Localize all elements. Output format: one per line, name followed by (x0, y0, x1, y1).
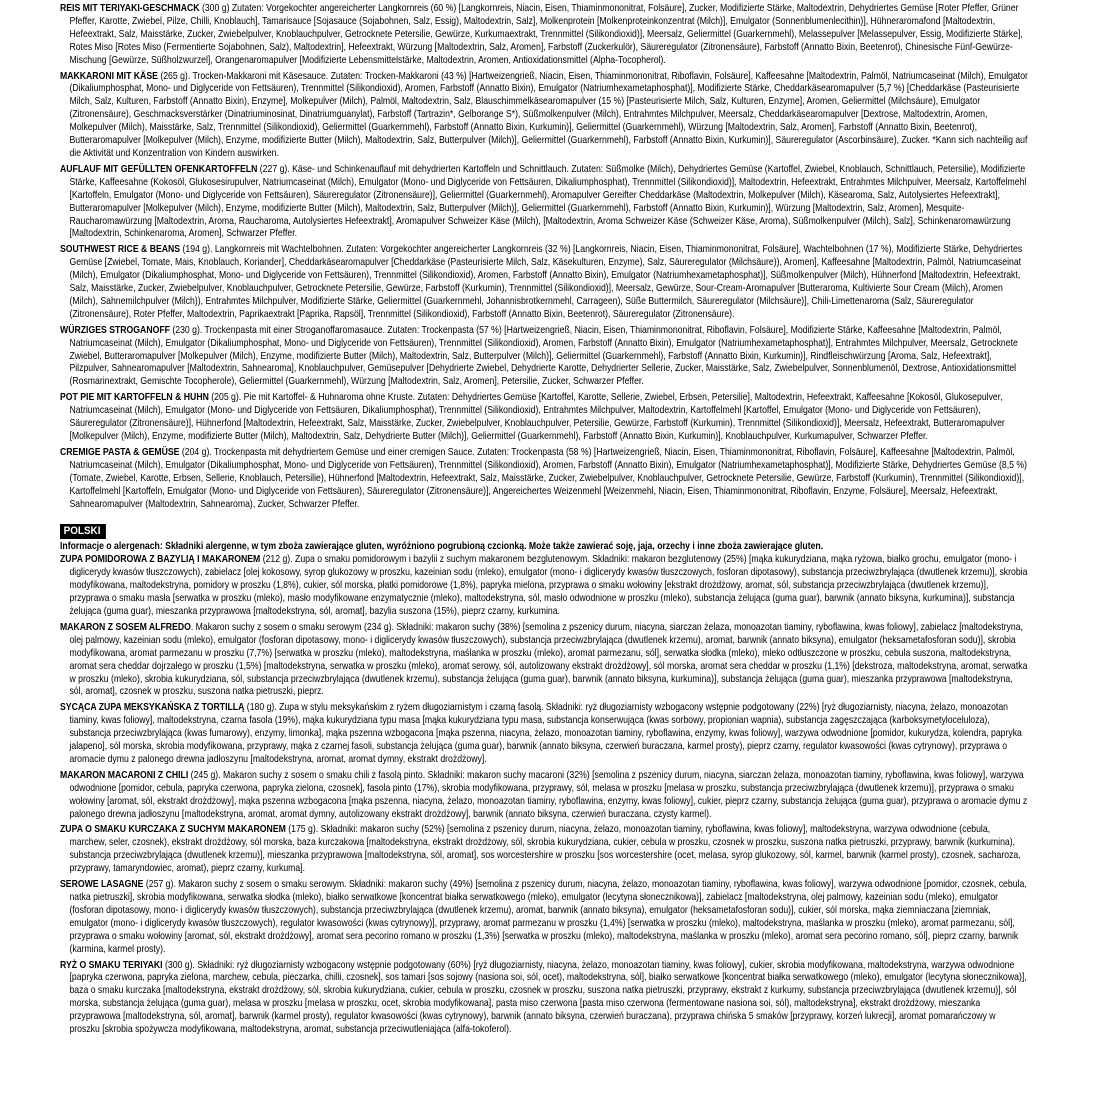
ingredient-text: (257 g). Makaron suchy z sosem o smaku serowym. Składniki: makaron suchy (49%) [semolina z pszenicy durum, niacyna, żelazo, monoazotan tiaminy, ryboflawina, kwas foliowy], warzywa odwodnione [pomidor, czosnek, cebula, natka pietruszki], skrobia modyfikowana, serwatka słodka (mleko), białko serwatkowe [koncentrat białka serwatkowego (mleko), emulgator (lecytyna słonecznikowa)], zabielacz [maltodekstryna, olej palmowy, kazeinian sodu (mleko), emulgator (fosforan dipotasowy, mono- i diglicerydy kwasów tłuszczowych), substancja przeciwzbrylająca (dwutlenek krzemu), aromat, barwnik (annato biksyna), emulgator (heksametafosforan sodu)], cukier, sól morska, mąka ziemniaczana [ziemniak, emulgator (mono- i diglicerydy kwasów tłuszczowych), regulator kwasowości (kwas cytrynowy)], przyprawy, aromat parmezanu w proszku (1,4%) [serwatka w proszku (mleko), maltodekstryna, maślanka w proszku (mleko), aromat parmezanu, sól], przyprawa o smaku wołowiny [aromat, sól, ekstrakt drożdżowy], aromat sera pecorino romano w proszku (1,3%) [serwatka w proszku (mleko), maltodekstryna, maślanka w proszku (mleko), aromat sera pecorino romano, sól], pieprz czarny, barwnik (karmina, karmel prosty). (69, 879, 1027, 955)
ingredient-text: (194 g). Langkornreis mit Wachtelbohnen. Zutaten: Vorgekochter angereicherter Langkornreis (32 %) [Langkornreis, Niacin, Eisen, Thiaminmononitrat, Folsäure], Wachtelbohnen (17 %), Modifizierte Stärke, Dehydriertes Gemüse [Zwiebel, Tomate, Mais, Knoblauch, Koriander], Cheddarkäsearomapulver [Cheddarkäse (Pasteurisierte Milch, Salz, Käsekulturen, Enzyme), Salz, Säureregulator (Milchsäure)), Aromen], Kaffeesahne [Maltodextrin, Palmöl, Natriumcaseinat (Milch), Emulgator (Dikaliumphosphat, Mono- und Diglyceride von Fettsäuren), Trennmittel (Silikondioxid), Aromen, Farbstoff (Annatto Bixin), Emulgator (Natriumhexametaphosphat)], Süßmolkenpulver (Milch), Hühnerfond [Maltodextrin, Hefeextrakt, Salz, Maisstärke, Zucker, Zwiebelpulver, Knoblauchpulver, Getrocknete Petersilie, Gewürze, Farbstoff (Kurkumin), Trennmittel (Silikondioxid)], Meersalz, Gewürze, Sour-Cream-Aromapulver [Butteraroma, Kultivierte Sour Cream (Milch), Aromen (Milch), Sahnemilchpulver (Milch)), Entrahmtes Milchpulver, Modifizierte Stärke, Geliermittel (Guarkernmehl, Johannisbrotkernmehl, Carrageen), Süße Buttermilch, Säureregulator (Milchsäure)], Chili-Limettenaroma (Salz, Säureregulator (Zitronensäure), Roter Pfeffer, Maltodextrin, Paprikaextrakt [Paprika, Rapsöl], Trennmittel (Silikondioxid), Farbstoff (Annatto Bixin, Beetenrot), Säureregulator (Zitronensäure). (69, 244, 1023, 320)
polish-entry (60, 960, 1038, 1037)
product-title: ZUPA O SMAKU KURCZAKA Z SUCHYM MAKARONEM (60, 824, 286, 836)
german-entry (60, 3, 1038, 68)
german-entry (60, 164, 1038, 241)
ingredient-text: (245 g). Makaron suchy z sosem o smaku chili z fasolą pinto. Składniki: makaron suchy macaroni (32%) [semolina z pszenicy durum, niacyna, siarczan żelaza, monoazotan tiaminy, ryboflawina, kwas foliowy], warzywa odwodnione [pomidor, cebula, papryka czerwona, papryka zielona, czosnek], fasola pinto (17%), skrobia modyfikowana, przyprawy, sól, melasa w proszku [melasa w proszku, substancja przeciwzbrylająca (dwutlenek krzemu)], przyprawa o smaku wołowiny [aromat, sól, ekstrakt drożdżowy], mąka pszenna wzbogacona [mąka pszenna, niacyna, żelazo, monoazotan tiaminy, ryboflawina, enzymy, kwas foliowy], cukier, pieprz czarny, substancja żelująca (guma guar), przyprawa o aromacie dymu z palonego drewna jadłoszynu [maltodekstryna, aromat, aromat dymny, autolizowany ekstrakt drożdżowy], barwnik (annato biksyna, czerwień buraczana, czysty karmel). (69, 769, 1028, 820)
polish-entry (60, 622, 1038, 699)
german-entry (60, 71, 1038, 161)
product-title: SYCĄCA ZUPA MEKSYKAŃSKA Z TORTILLĄ (60, 702, 245, 714)
allergen-notice: Informacje o alergenach: Składniki alergenne, w tym zboża zawierające gluten, wyróżniono pogrubioną czcionką. Może także zawierać soję, jaja, orzechy i inne zboża zawierające gluten. (60, 541, 824, 553)
german-entry (60, 325, 1038, 390)
ingredient-text: (265 g). Trocken-Makkaroni mit Käsesauce. Zutaten: Trocken-Makkaroni (43 %) [Hartweizengrieß, Niacin, Eisen, Thiaminmononitrat, Riboflavin, Folsäure], Kaffeesahne [Maltodextrin, Palmöl, Natriumcaseinat (Milch), Emulgator (Dikaliumphosphat, Mono- und Diglyceride von Fettsäuren), Trennmittel (Silikondioxid), Aromen, Farbstoff (Annatto Bixin), Emulgator (Natriumhexametaphosphat)], Modifizierte Stärke, Cheddarkäsearomapulver (5,7 %) [Cheddarkäse (Pasteurisierte Milch, Salz, Kulturen, Farbstoff (Annatto Bixin), Enzyme], Molkepulver (Milch), Palmöl, Maltodextrin, Salz, Blauschimmelkäsearomapulver (15 %) [Pasteurisierte Milch, Salz, Kulturen, Enzyme], Aromen, Geliermittel (Milchsäure), Emulgator (Zitronensäure), Geschmacksverstärker (Dinatriuminosinat, Dinatriumguanylat), Farbstoff (Tartrazin*, Gelborange S*), Süßmolkenpulver (Milch), Entrahmtes Milchpulver, Meersalz, Cheddarkäsearomapulver [Dextrose, Maltodextrin, Aromen, Molkepulver (Milch), Maisstärke, Salz, Trennmittel (Silikondioxid), Geliermittel (Guarkernmehl), Farbstoff (Annatto Bixin, Kurkumin)], Geliermittel (Guarkernmehl), Würzung [Maltodextrin, Salz, Aromen], Farbstoff (Annatto Bixin, Beetenrot), Butteraromapulver [Molkepulver (Milch), Enzyme, modifizierte Butter (Milch), Maltodextrin, Salz, Butterpulver (Milch)], Geliermittel (Guarkernmehl), Farbstoff (Annatto Bixin, Kurkumin)], Säureregulator (Ascorbinsäure), Zucker. *Kann sich nachteilig auf die Aktivität und Konzentration von Kindern auswirken. (69, 70, 1028, 159)
polish-entry (60, 702, 1038, 767)
ingredient-text: (205 g). Pie mit Kartoffel- & Huhnaroma ohne Kruste. Zutaten: Dehydriertes Gemüse [Kartoffel, Karotte, Sellerie, Zwiebel, Erbsen, Petersilie], Maltodextrin, Hefeextrakt, Kaffeesahne [Kokosöl, Glukosepulver, Natriumcaseinat (Milch), Emulgator (Mono- und Diglyceride von Fettsäuren, Dikaliumphosphat), Trennmittel (Silikondioxid), Entrahmtes Milchpulver, Maltodextrin, Kartoffelmehl [Kartoffel, Emulgator (Mono- und Diglyceride von Fettsäuren), Säureregulator (Zitronensäure)], Hühnerfond [Maltodextrin, Hefeextrakt, Salz, Maisstärke, Zucker, Zwiebelpulver, Knoblauchpulver, Petersilie, Gewürze, Farbstoff (Kurkumin), Trennmittel (Silikondioxid)], Meersalz, Hefeextrakt, Butteraromapulver [Molkepulver (Milch), Enzyme, modifizierte Butter (Milch), Maltodextrin, Salz, Dehydrierte Butter (Milch)], Geliermittel (Guarkernmehl), Farbstoff (Annatto Bixin, Kurkumin)], Knoblauchpulver, Kurkumapulver, Schwarzer Pfeffer. (69, 392, 1005, 442)
product-title: MAKKARONI MIT KÄSE (60, 70, 158, 82)
german-entry (60, 244, 1038, 321)
product-title: SEROWE LASAGNE (60, 879, 144, 891)
ingredient-text: (300 g). Składniki: ryż długoziarnisty wzbogacony wstępnie podgotowany (60%) [ryż długoziarnisty, niacyna, żelazo, monoazotan tiaminy, kwas foliowy], cukier, skrobia modyfikowana, maltodekstryna, warzywa odwodnione [papryka czerwona, papryka zielona, marchew, cebula, pieczarka, chilli, czosnek], sos tamari [sos sojowy (nasiona soi, sól, ocet), maltodekstryna, sól], białko serwatkowe [koncentrat białka serwatkowego (mleko), emulgator (lecytyna słonecznikowa)], baza o smaku kurczaka [maltodekstryna, ekstrakt drożdżowy, sól, skrobia kukurydziana, cukier, cebula w proszku, czosnek w proszku, suszona natka pietruszki, przyprawy, ekstrakt z kurkumy, substancja przeciwzbrylająca (dwutlenek krzemu)], sól morska, substancja żelująca (guma guar), melasa w proszku [melasa w proszku, ocet, skrobia modyfikowana], pasta miso czerwona [pasta miso czerwona (fermentowane nasiona soi, sól), maltodekstryna], ekstrakt drożdżowy, mieszanka przyprawowa [maltodekstryna, sól, aromat], barwnik (karmel prosty), regulator kwasowości (kwas cytrynowy), barwnik (annato biksyna, czerwień buraczana), przyprawa chińska 5 smaków [przyprawy, korzeń lukrecji], aromat pomarańczowy w proszku [skrobia spożywcza modyfikowana, maltodekstryna, aromat, substancja przeciwutleniająca (alfa-tokoferol). (69, 959, 1027, 1036)
polish-entry (60, 879, 1038, 956)
ingredient-text: (230 g). Trockenpasta mit einer Stroganoffaromasauce. Zutaten: Trockenpasta (57 %) [Hartweizengrieß, Niacin, Eisen, Thiaminmononitrat, Riboflavin, Folsäure], Modifizierte Stärke, Kaffeesahne [Maltodextrin, Palmöl, Natriumcaseinat (Milch), Emulgator (Dikaliumphosphat, Mono- und Diglyceride von Fettsäuren), Trennmittel (Silikondioxid), Aromen, Farbstoff (Annatto Bixin), Emulgator (Natriumhexametaphosphat)], Entrahmtes Milchpulver, Meersalz, Getrocknete Zwiebel, Butteraromapulver [Molkepulver (Milch), Enzyme, modifizierte Butter (Milch), Maltodextrin, Salz, Butterpulver (Milch)], Geliermittel (Guarkernmehl), Farbstoff (Annatto Bixin, Kurkumin)], Rindfleischwürzung [Aroma, Salz, Hefeextrakt], Pilzpulver, Sahnearomapulver [Maltodextrin, Sahnearoma], Knoblauchpulver, Gemüsepulver [Dehydrierte Zwiebel, Dehydrierte Karotte, Dehydrierter Sellerie, Zucker, Maisstärke, Salz, Zwiebelpulver, Sonnenblumenöl, Dextrose, Antioxidationsmittel (Rosmarinextrakt, Gemischte Tocopherole), Geliermittel (Guarkernmehl), Würzung [Maltodextrin, Salz, Aromen], Petersilie, Zucker, Schwarzer Pfeffer. (69, 324, 1018, 388)
german-section (60, 3, 1038, 511)
language-badge: POLSKI (60, 524, 106, 539)
ingredient-text: (227 g). Käse- und Schinkenauflauf mit dehydrierten Kartoffeln und Schnittlauch. Zutaten: Süßmolke (Milch), Dehydriertes Gemüse (Kartoffel, Zwiebel, Knoblauch, Schnittlauch, Petersilie), Modifizierte Stärke, Kaffeesahne (Kokosöl, Glukosesirupulver, Natriumcaseinat (Milch), Emulgator (Mono- und Diglyceride von Fettsäuren, Dikaliumphosphat), Trennmittel (Silikondioxid)], Maltodextrin, Hefeextrakt, Entrahmtes Milchpulver, Meersalz, Kartoffelmehl [Kartoffeln, Emulgator (Mono- und Diglyceride von Fettsäuren), Säureregulator (Zitronensäure)], Geliermittel (Guarkernmehl), Aromapulver Gereifter Cheddarkäse (Maltodextrin, Molkepulver (Milch), Käsearoma, Salz, Autolysiertes Hefeextrakt], Butteraromapulver [Molkepulver (Milch), Enzyme, modifizierte Butter (Milch), Maltodextrin, Salz, Butterpulver (Milch)], Geliermittel (Guarkernmehl), Farbstoff (Annatto Bixin, Kurkumin)], Würzung [Maltodextrin, Salz, Aromen], Mesquite-Raucharomawürzung [Maltodextrin, Aroma, Raucharoma, Autolysiertes Hefeextrakt], Aromapulver Schweizer Käse (Milch), [Maltodextrin, Aroma Schweizer Käse (Schweizer Käse, Aroma), Süßmolkenpulver (Milch), Salz], Schinkenaromawürzung [Maltodextrin, Schinkenaroma, Aromen], Schwarzer Pfeffer. (69, 163, 1027, 240)
german-entry (60, 447, 1038, 512)
product-title: CREMIGE PASTA & GEMÜSE (60, 446, 180, 458)
polish-entry (60, 770, 1038, 822)
polish-section (60, 541, 1038, 1037)
ingredient-text: (300 g) Zutaten: Vorgekochter angereicherter Langkornreis (60 %) [Langkornreis, Niacin, Eisen, Thiaminmononitrat, Folsäure], Zucker, Modifizierte Stärke, Maltodextrin, Dehydriertes Gemüse [Roter Pfeffer, Grüner Pfeffer, Karotte, Zwiebel, Pilze, Chilli, Knoblauch], Tamarisauce [Sojasauce (Sojabohnen, Salz, Essig), Maltodextrin, Salz], Molkenprotein [Molkenproteinkonzentrat (Milch)], Emulgator (Sonnenblumenlecithin)], Hühneraromafond [Maltodextrin, Hefeextrakt, Salz, Maisstärke, Zucker, Zwiebelpulver, Knoblauchpulver, Getrocknete Petersilie, Gewürze, Kurkumaextrakt, Trennmittel (Silikondioxid)], Meersalz, Geliermittel (Guarkernmehl), Melassepulver [Melassepulver, Essig, Modifizierte Stärke], Rotes Miso [Rotes Miso (Fermentierte Sojabohnen, Salz), Maltodextrin], Hefeextrakt, Würzung [Maltodextrin, Salz, Aromen], Farbstoff (Zuckerkulör), Säureregulator (Zitronensäure), Farbstoff (Annatto Bixin, Beetenrot), Chinesische Fünf-Gewürze-Mischung [Gewürze, Süßholzwurzel], Orangenaromapulver [Modifizierte Lebensmittelstärke, Maltodextrin, Aromen, Antioxidationsmittel (Alpha-Tocopherol). (69, 3, 1023, 66)
product-title: POT PIE MIT KARTOFFELN & HUHN (60, 392, 209, 404)
product-title: MAKARON Z SOSEM ALFREDO (60, 621, 191, 633)
product-title: REIS MIT TERIYAKI-GESCHMACK (60, 3, 200, 14)
ingredient-text: . Makaron suchy z sosem o smaku serowym (234 g). Składniki: makaron suchy (38%) [semolina z pszenicy durum, niacyna, siarczan żelaza, monoazotan tiaminy, ryboflawina, kwas foliowy], zabielacz [maltodekstryna, olej palmowy, kazeinian sodu (mleko), emulgator (fosforan dipotasowy, mono- i diglicerydy kwasów tłuszczowych), substancja przeciwzbrylająca (dwutlenek krzemu), aromat, barwnik (annato biksyna), emulgator (heksametafosforan sodu)], skrobia modyfikowana, aromat parmezanu w proszku (7,7%) [serwatka w proszku (mleko), maltodekstryna, maślanka w proszku (mleko), aromat parmezanu, sól], serwatka słodka (mleko), mleko odtłuszczone w proszku, cebula suszona, maltodekstryna, aromat sera cheddar dojrzałego w proszku (1,5%) [maltodekstryna, serwatka w proszku (mleko), aromat serowy, sól, autolizowany ekstrakt drożdżowy], sól morska, aromat sera cheddar w proszku (1,1%) [dekstroza, maltodekstryna, aromat, serwatka w proszku (mleko), skrobia kukurydziana, sól, substancja przeciwzbrylająca (dwutlenek krzemu), substancja żelująca (guma guar), barwnik (annato biksyna, kurkumina)], substancja żelująca (guma guar), mieszanka przyprawowa [maltodekstryna, sól, aromat], czosnek w proszku, suszona natka pietruszki, pieprz. (69, 621, 1028, 698)
product-title: WÜRZIGES STROGANOFF (60, 324, 170, 336)
product-title: ZUPA POMIDOROWA Z BAZYLIĄ I MAKARONEM (60, 554, 261, 566)
german-entry (60, 392, 1038, 444)
ingredient-text: (175 g). Składniki: makaron suchy (52%) [semolina z pszenicy durum, niacyna, żelazo, monoazotan tiaminy, ryboflawina, kwas foliowy], maltodekstryna, warzywa odwodnione (cebula, marchew, seler, czosnek), ekstrakt drożdżowy, sól morska, baza kurczakowa [maltodekstryna, ekstrakt drożdżowy, sól, skrobia kukurydziana, cukier, cebula w proszku, czosnek w proszku, suszona natka pietruszki, przyprawy, barwnik (kurkumina), substancja przeciwzbrylająca (dwutlenek krzemu)], mieszanka przyprawowa [maltodekstryna, sól, aromat], sos worcestershire w proszku [sos worcestershire (ocet, melasa, syrop glukozowy, sól, karmel, barwnik (karmel prosty), czosnek, sacharoza, przyprawy, tamaryndowiec, aromat), pieprz czarny, kurkuma]. (69, 824, 1021, 875)
ingredients-page (60, 3, 1038, 1040)
product-title: MAKARON MACARONI Z CHILI (60, 769, 189, 781)
product-title: AUFLAUF MIT GEFÜLLTEN OFENKARTOFFELN (60, 163, 258, 175)
product-title: RYŻ O SMAKU TERIYAKI (60, 959, 163, 971)
polish-entry (60, 554, 1038, 619)
product-title: SOUTHWEST RICE & BEANS (60, 244, 181, 256)
polish-entry (60, 824, 1038, 876)
ingredient-text: (204 g). Trockenpasta mit dehydriertem Gemüse und einer cremigen Sauce. Zutaten: Trockenpasta (58 %) [Hartweizengrieß, Niacin, Eisen, Thiaminmononitrat, Riboflavin, Folsäure], Kaffeesahne [Maltodextrin, Palmöl, Natriumcaseinat (Milch), Emulgator (Dikaliumphosphat, Mono- und Diglyceride von Fettsäuren), Trennmittel (Silikondioxid), Aromen, Farbstoff (Annatto Bixin), Emulgator (Natriumhexametaphosphat)], Modifizierte Stärke, Dehydriertes Gemüse (8,5 %) (Tomate, Zwiebel, Karotte, Erbsen, Sellerie, Knoblauch, Petersilie), Hühnerfond [Maltodextrin, Hefeextrakt, Salz, Maisstärke, Zucker, Zwiebelpulver, Knoblauchpulver, Getrocknete Petersilie, Gewürze, Farbstoff (Kurkumin), Trennmittel (Silikondioxid)], Kartoffelmehl [Kartoffeln, Emulgator (Mono- und Diglyceride von Fettsäuren), Säureregulator (Zitronensäure)], Angereichertes Weizenmehl [Weizenmehl, Niacin, Eisen, Thiaminmononitrat, Riboflavin, Enzyme, Folsäure], Meersalz, Hefeextrakt, Sahnearomapulver (Maltodextrin, Sahnearoma), Zucker, Schwarzer Pfeffer. (69, 446, 1027, 510)
ingredient-text: (212 g). Zupa o smaku pomidorowym i bazylii z suchym makaronem bezglutenowym. Składniki: makaron bezglutenowy (25%) [mąka kukurydziana, mąka ryżowa, białko grochu, emulgator (mono- i diglicerydy kwasów tłuszczowych), zabielacz [olej kokosowy, syrop glukozowy w proszku, kazeinian sodu (mleko), emulgator (mono- i diglicerydy kwasów tłuszczowych, fosforan dipotasowy), substancja przeciwzbrylająca (dwutlenek krzemu)], skrobia modyfikowana, maltodekstryna, pomidory w proszku (1,8%), cukier, sól morska, płatki pomidorowe (1,8%), papryka mielona, przyprawa o smaku wołowiny [ekstrakt drożdżowy, aromat, sól, substancja przeciwzbrylająca (dwutlenek krzemu)], przyprawa o smaku masła [serwatka w proszku (mleko), masło modyfikowane enzymatycznie (mleko), maltodekstryna, sól, masło odwodnione w proszku (mleko), substancja żelująca (guma guar), barwnik (annato biksyna, kurkumina)], substancja żelująca (guma guar), mieszanka przyprawowa [maltodekstryna, sól, aromat], bazylia suszona (15%), pieprz czarny, kurkumina. (69, 554, 1028, 617)
ingredient-text: (180 g). Zupa w stylu meksykańskim z ryżem długoziarnistym i czarną fasolą. Składniki: ryż długoziarnisty wzbogacony wstępnie podgotowany (22%) [ryż długoziarnisty, niacyna, żelazo, monoazotan tiaminy, kwas foliowy], maltodekstryna, czarna fasola (19%), mąka kukurydziana typu masa [mąka kukurydziana typu masa, substancja konserwująca (kwas sorbowy, propionian wapnia), substancja zagęszczająca (karboksymetyloceluloza), substancja przeciwzbrylająca (kwas fumarowy), enzymy, limonka], mąka pszenna wzbogacona [mąka pszenna, niacyna, żelazo, monoazotan tiaminy, ryboflawina, enzymy, kwas foliowy], warzywa odwodnione [pomidor, kukurydza, kolendra, papryka jalapeno], sól morska, skrobia modyfikowana, przyprawy, mąka z czarnej fasoli, substancja żelująca (guma guar), barwnik (annato biksyna, czerwień buraczana, karmel prosty), pieprz czarny, regulator kwasowości (kwas cytrynowy), przyprawa o aromacie dymu z palonego drewna jadłoszynu [maltodekstryna, aromat, aromat dymny, ekstrakt drożdżowy]. (69, 702, 1022, 765)
